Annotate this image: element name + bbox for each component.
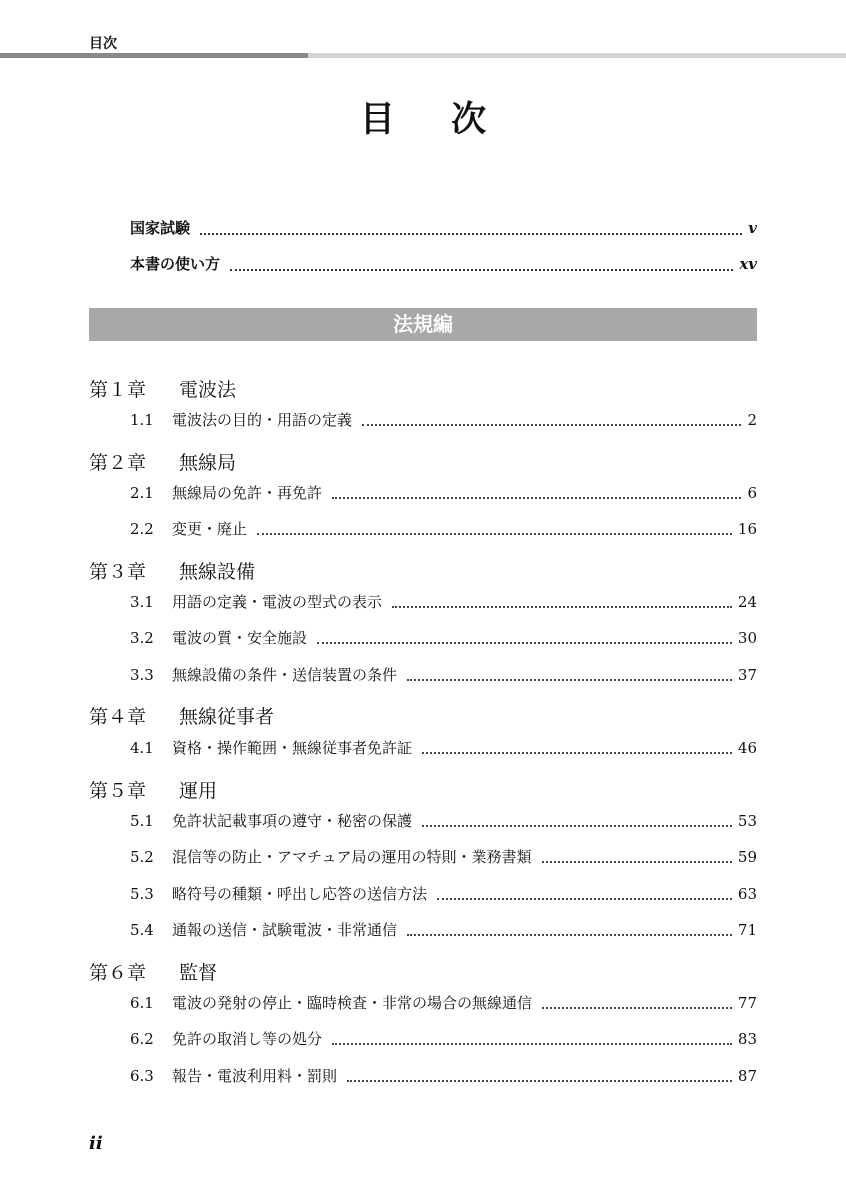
chapter-number: 第４章 [89,706,147,728]
section-title: 報告・電波利用料・罰則 [172,1067,338,1085]
toc-entry-section[interactable] [130,482,757,504]
chapter-heading[interactable] [89,375,757,405]
toc-entry-section[interactable] [130,1065,757,1087]
chapter-title: 無線局 [179,452,237,474]
section-number: 2.2 [130,520,154,538]
section-page: 24 [737,593,757,611]
chapter-heading[interactable] [89,448,757,478]
header-rule-accent [0,53,308,58]
toc-entry-section[interactable] [130,1028,757,1050]
section-number: 5.4 [130,921,154,939]
section-number: 6.2 [130,1030,154,1048]
toc-entry-section[interactable] [130,883,757,905]
toc-entry-section[interactable] [130,518,757,540]
chapter-heading[interactable] [89,958,757,988]
section-title: 電波法の目的・用語の定義 [172,411,353,429]
section-title: 無線設備の条件・送信装置の条件 [172,666,398,684]
section-title: 免許の取消し等の処分 [172,1030,323,1048]
section-title: 変更・廃止 [172,520,248,538]
section-number: 5.2 [130,848,154,866]
chapter-title: 運用 [179,780,218,802]
dot-leader [257,532,732,535]
section-title: 混信等の防止・アマチュア局の運用の特則・業務書類 [172,848,532,866]
dot-leader [407,933,732,936]
section-number: 5.1 [130,812,154,830]
dot-leader [347,1079,732,1082]
chapter-number: 第３章 [89,561,147,583]
section-page: 2 [747,411,757,429]
dot-leader [437,897,732,900]
dot-leader [407,678,732,681]
front-matter-page: v [748,219,757,237]
dot-leader [542,860,732,863]
section-number: 4.1 [130,739,154,757]
dot-leader [362,423,741,426]
section-page: 59 [737,848,757,866]
section-number: 3.1 [130,593,154,611]
section-page: 63 [737,885,757,903]
dot-leader [332,496,741,499]
toc-entry-section[interactable] [130,737,757,759]
dot-leader [422,751,732,754]
section-page: 87 [737,1067,757,1085]
dot-leader [332,1042,732,1045]
section-number: 6.3 [130,1067,154,1085]
chapter-number: 第６章 [89,962,147,984]
toc-entry-front-matter[interactable] [130,253,757,277]
section-page: 83 [737,1030,757,1048]
section-number: 3.2 [130,629,154,647]
chapter-heading[interactable] [89,702,757,732]
page-title: 目 次 [359,100,509,140]
toc-entry-section[interactable] [130,992,757,1014]
toc-entry-front-matter[interactable] [130,217,757,241]
section-title: 略符号の種類・呼出し応答の送信方法 [172,885,428,903]
section-page: 71 [737,921,757,939]
dot-leader [422,824,732,827]
chapter-number: 第１章 [89,379,147,401]
section-number: 5.3 [130,885,154,903]
front-matter-label: 本書の使い方 [130,255,221,273]
chapter-heading[interactable] [89,776,757,806]
dot-leader [392,605,732,608]
section-page: 16 [737,520,757,538]
chapter-title: 無線設備 [179,561,256,583]
chapter-title: 無線従事者 [179,706,275,728]
toc-entry-section[interactable] [130,591,757,613]
section-title: 電波の発射の停止・臨時検査・非常の場合の無線通信 [172,994,533,1012]
section-title: 電波の質・安全施設 [172,629,308,647]
section-number: 1.1 [130,411,154,429]
chapter-number: 第２章 [89,452,147,474]
section-page: 37 [737,666,757,684]
front-matter-label: 国家試験 [130,219,191,237]
dot-leader [200,232,742,235]
part-heading: 法規編 [89,308,757,341]
section-title: 資格・操作範囲・無線従事者免許証 [172,739,413,757]
section-page: 6 [747,484,757,502]
chapter-title: 監督 [179,962,218,984]
section-title: 無線局の免許・再免許 [172,484,323,502]
section-title: 免許状記載事項の遵守・秘密の保護 [172,812,413,830]
section-title: 通報の送信・試験電波・非常通信 [172,921,398,939]
section-page: 53 [737,812,757,830]
section-page: 46 [737,739,757,757]
page-number: ii [89,1133,103,1154]
header-rule [0,53,846,58]
section-number: 6.1 [130,994,154,1012]
dot-leader [230,268,733,271]
section-page: 30 [737,629,757,647]
section-number: 3.3 [130,666,154,684]
toc-entry-section[interactable] [130,409,757,431]
toc-entry-section[interactable] [130,664,757,686]
chapter-heading[interactable] [89,557,757,587]
front-matter-page: xv [739,255,757,273]
toc-entry-section[interactable] [130,810,757,832]
dot-leader [317,641,732,644]
chapter-title: 電波法 [179,379,237,401]
toc-entry-section[interactable] [130,627,757,649]
running-head: 目次 [89,36,117,52]
toc-entry-section[interactable] [130,846,757,868]
section-title: 用語の定義・電波の型式の表示 [172,593,383,611]
toc-entry-section[interactable] [130,919,757,941]
chapter-number: 第５章 [89,780,147,802]
section-page: 77 [737,994,757,1012]
section-number: 2.1 [130,484,154,502]
dot-leader [542,1006,732,1009]
